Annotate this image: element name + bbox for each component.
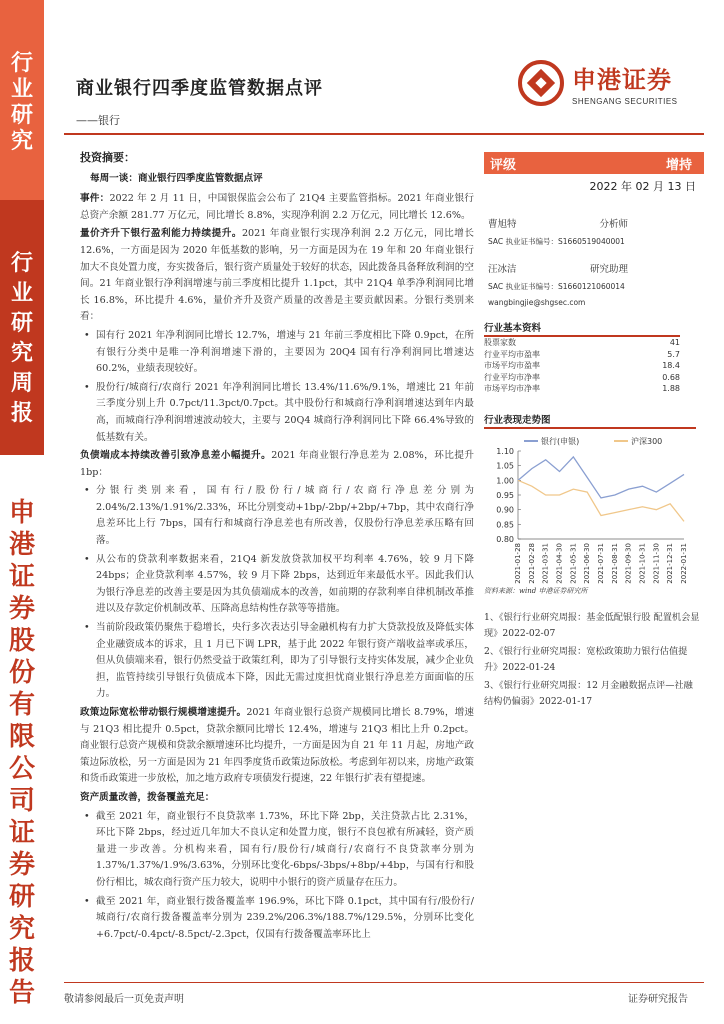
sidebar-char: 申 <box>8 498 35 528</box>
sidebar-char: 证 <box>8 562 35 592</box>
sidebar-char: 告 <box>8 978 35 1008</box>
x-tick-label: 2021-04-30 <box>555 543 564 584</box>
analyst-name: 汪冰洁 <box>488 264 517 275</box>
bullet-item: • 截至 2021 年，商业银行不良贷款率 1.73%，环比下降 2bp，关注贷款占比 2.31%，环比下降 2bps，经过近几年加大不良认定和处置力度，银行不良包袱有所减轻，资产质量进一步改善。分机构来看，国有行/股份行/城商行/农商行不良贷款率分别为 1.37%/1.37%/1.9%/3.63%，分别环比变化-6bps/-3bps/+8bp/+4bp，与国有行和股份行相比，城农商行资产压力较大，说明中小银行的资产质量存在压力。 <box>80 809 474 892</box>
lead-text: 量价齐升下银行盈利能力持续提升。 <box>80 228 242 240</box>
page-footer <box>64 990 704 1005</box>
logo-en-text: SHENGANG SECURITIES <box>572 97 678 106</box>
sidebar-char: 港 <box>8 530 35 560</box>
sidebar-industry-research <box>0 0 44 200</box>
sidebar-char: 证 <box>8 818 35 848</box>
sidebar-char: 研 <box>10 310 33 336</box>
disclaimer-note: 敬请参阅最后一页免责声明 <box>64 994 184 1005</box>
sidebar-company-name <box>0 455 44 1024</box>
bullet-item: • 从公布的贷款利率数据来看，21Q4 新发放贷款加权平均利率 4.76%，较 9 月下降 24bps；企业贷款利率 4.57%，较 9 月下降 2bps，达到近年来最低水平。因此我们认为银行净息差的改善主要是因为其负债端成本的改善，如前期的存款利率自律机制改革推进以及存款定价机制改革、压降高息结构性存款等等措施。 <box>80 552 474 618</box>
sidebar-char: 券 <box>8 594 35 624</box>
body-text: 2022 年 2 月 11 日，中国银保监会公布了 21Q4 主要监管指标。2021 年商业银行总资产余额 281.77 万亿元，同比增长 8.8%，实现净利润 2.2 万亿元，同比增长 12.6%。 <box>80 193 474 221</box>
sidebar-char: 业 <box>10 76 33 102</box>
lead-text: 事件： <box>80 193 110 205</box>
sidebar-char: 限 <box>8 722 35 752</box>
section-title: 投资摘要： <box>80 151 135 164</box>
x-tick-label: 2021-11-30 <box>652 543 661 584</box>
lead-text: 政策边际宽松带动银行规模增速提升。 <box>80 707 247 718</box>
basic-data-value: 41 <box>669 338 680 347</box>
y-tick-label: 1.05 <box>496 461 514 471</box>
basic-data-row <box>484 383 680 395</box>
basic-data-row <box>484 349 680 361</box>
basic-data-label: 市场平均市净率 <box>484 384 540 394</box>
x-tick-label: 2021-03-31 <box>541 543 550 584</box>
industry-basic-data <box>484 320 680 395</box>
y-tick-label: 0.80 <box>496 535 514 544</box>
x-tick-label: 2021-10-31 <box>638 543 647 584</box>
performance-chart <box>484 435 696 595</box>
analyst-email[interactable]: wangbingjie@shgsec.com <box>488 298 586 307</box>
header-divider <box>64 133 704 135</box>
report-title: 商业银行四季度监管数据点评 <box>76 78 323 99</box>
basic-data-label: 行业平均市净率 <box>484 372 540 382</box>
performance-title: 行业表现走势图 <box>484 412 696 429</box>
basic-data-value: 5.7 <box>667 349 680 359</box>
report-subtitle: ——银行 <box>76 114 120 127</box>
series-line <box>518 457 684 498</box>
x-tick-label: 2021-12-31 <box>666 543 675 584</box>
x-tick-label: 2021-06-30 <box>583 543 592 584</box>
sidebar-char: 业 <box>10 280 33 306</box>
analyst-title: 分析师 <box>599 219 628 230</box>
sidebar-char: 份 <box>8 658 35 688</box>
report-date: 2022 年 02 月 13 日 <box>589 180 696 193</box>
paragraph-quality <box>80 790 474 807</box>
series-line <box>518 480 684 521</box>
analyst-cert: SAC 执业证书编号：S1660121060014 <box>488 282 625 291</box>
basic-data-row <box>484 337 680 349</box>
legend-label: 银行(申银) <box>541 437 580 446</box>
basic-data-label: 行业平均市盈率 <box>484 349 540 359</box>
related-report-link[interactable]: 1、《银行行业研究周报：基金低配银行股 配置机会显现》2022-02-07 <box>484 612 700 639</box>
sidebar-char: 究 <box>8 914 35 944</box>
related-reports <box>484 610 700 712</box>
x-tick-label: 2021-09-30 <box>624 543 633 584</box>
rating-label: 评级 <box>490 157 517 173</box>
x-tick-label: 2022-01-31 <box>680 543 688 584</box>
y-tick-label: 1.00 <box>496 476 514 486</box>
body-text: 2021 年商业银行实现净利润 2.2 万亿元，同比增长 12.6%，一方面是因为 2020 年低基数的影响，另一方面是因为在 19 年和 20 年商业银行加大不良处置力度，夯实拨备后，银行资产质量处于较好的状态，因此拨备具备释放利润的空间。21 年商业银行净利润增速与前三季度相比提升 1.1pct，其中 21Q4 单季净利润同比增长 16.8%，环比提升 4.6%，量价齐升及资产质量的改善是主要贡献因素。分银行类别来看： <box>80 228 474 323</box>
related-report-link[interactable]: 2、《银行行业研究周报：宽松政策助力银行估值提升》2022-01-24 <box>484 646 688 673</box>
sidebar-char: 股 <box>8 626 35 656</box>
main-content <box>80 150 474 945</box>
basic-data-label: 股票家数 <box>484 338 516 347</box>
analyst-title: 研究助理 <box>589 264 628 275</box>
paragraph-profit <box>80 226 474 326</box>
x-tick-label: 2021-07-31 <box>597 543 605 584</box>
footer-divider <box>64 982 704 983</box>
sidebar-char: 周 <box>10 370 33 396</box>
chart-source: 资料来源：wind 申港证券研究所 <box>484 587 588 595</box>
bullet-item: • 当前阶段政策仍聚焦于稳增长，央行多次表达引导金融机构有力扩大贷款投放及降低实体企业融资成本的诉求，且 1 月已下调 LPR，基于此 2022 年银行资产端收益率或承压，但从负债端来看，银行仍然受益于政策红利，即为了引导银行支持实体发展，减少企业负担，监管持续引导银行负债成本下降，因此无需过度担忧商业银行净息差方面面临的压力。 <box>80 620 474 703</box>
sidebar-weekly-report <box>0 200 44 455</box>
sidebar-char: 有 <box>8 690 35 720</box>
industry-performance <box>484 412 696 595</box>
sidebar-char: 报 <box>8 946 35 976</box>
lead-text: 负债端成本持续改善引致净息差小幅提升。 <box>80 450 272 462</box>
paragraph-scale <box>80 705 474 788</box>
x-tick-label: 2021-02-28 <box>527 543 536 584</box>
y-tick-label: 0.85 <box>496 520 514 530</box>
sidebar-char: 研 <box>8 882 35 912</box>
analyst-name: 曹旭特 <box>488 219 517 230</box>
y-tick-label: 0.90 <box>496 505 514 515</box>
basic-data-value: 1.88 <box>662 384 680 394</box>
sidebar-char: 究 <box>10 128 33 154</box>
paragraph-event <box>80 191 474 224</box>
rating-bar <box>484 152 704 174</box>
analyst-info <box>488 216 704 307</box>
analyst-cert: SAC 执业证书编号：S1660519040001 <box>488 237 625 246</box>
basic-data-title: 行业基本资料 <box>484 320 680 337</box>
basic-data-value: 0.68 <box>662 372 680 382</box>
rating-value: 增持 <box>665 157 692 173</box>
bullet-item: • 分银行类别来看，国有行/股份行/城商行/农商行净息差分别为 2.04%/2.13%/1.91%/2.33%，环比分别变动+1bp/-2bp/+2bp/+7bp，其中农商行净息差环比上行 7bps，国有行和城商行净息差也有所改善，仅股份行净息差承压略有回落。 <box>80 483 474 549</box>
report-type: 证券研究报告 <box>628 994 688 1005</box>
body-text: 2021 年商业银行净息差为 2.08%，环比提升 1bp： <box>80 450 474 478</box>
lead-text: 资产质量改善，拨备覆盖充足： <box>80 791 215 803</box>
basic-data-row <box>484 360 680 372</box>
x-tick-label: 2021-01-28 <box>514 543 522 584</box>
sidebar-char: 券 <box>8 850 35 880</box>
body-text: 2021 年商业银行总资产规模同比增长 8.79%，增速与 21Q3 相比提升 0.5pct，贷款余额同比增长 12.4%，增速与 21Q3 相比上升 0.2pct。商业银行总资产规模和贷款余额增速环比均提升，一方面是因为自 21 年 11 月起，房地产政策边际放松，另一方面是因为 21 年四季度货币政策边际放松。考虑到年初以来，房地产政策和货币政策进一步放松，加之地方政府专项债发行提速，22 年银行扩表有望提速。 <box>80 707 474 785</box>
company-logo <box>518 60 678 106</box>
logo-icon <box>518 60 564 106</box>
related-report-link[interactable]: 3、《银行行业研究周报：12 月金融数据点评—社融结构仍偏弱》2022-01-17 <box>484 680 693 707</box>
x-tick-label: 2021-05-31 <box>569 543 578 584</box>
sidebar-char: 行 <box>10 250 33 276</box>
x-tick-label: 2021-08-31 <box>610 543 619 584</box>
basic-data-row <box>484 372 680 384</box>
logo-cn-text: 申港证券 <box>572 66 672 94</box>
bullet-item: • 股份行/城商行/农商行 2021 年净利润同比增长 13.4%/11.6%/9.1%，增速比 21 年前三季度分别上升 0.7pct/11.3pct/0.7pct。其中股份行和城商行净利润增速达到年内最高，而城商行净利润增速波动较大，主要与 20Q4 城商行净利润同比下降 66.4%导致的低基数有关。 <box>80 380 474 446</box>
sidebar-char: 行 <box>10 50 33 76</box>
sidebar-char: 公 <box>8 754 35 784</box>
bullet-item: • 国有行 2021 年净利润同比增长 12.7%，增速与 21 年前三季度相比下降 0.9pct，在所有银行分类中是唯一净利润增速下滑的，主要因为 20Q4 国有行净利润同比增速达 60.2%，业绩表现较好。 <box>80 328 474 378</box>
sidebar-char: 研 <box>10 102 33 128</box>
basic-data-label: 市场平均市盈率 <box>484 361 540 371</box>
y-tick-label: 0.95 <box>496 491 514 500</box>
sidebar-char: 究 <box>10 340 33 366</box>
paragraph-nim <box>80 448 474 481</box>
bullet-item: • 截至 2021 年，商业银行拨备覆盖率 196.9%，环比下降 0.1pct，其中国有行/股份行/城商行/农商行拨备覆盖率分别为 239.2%/206.3%/188.7%/129.5%，分别环比变化+6.7pct/-0.4pct/-8.5pct/-2.3pct，仅国有行拨备覆盖率环比上 <box>80 894 474 944</box>
side-banner <box>0 0 44 1024</box>
weekly-topic-title: 每周一谈：商业银行四季度监管数据点评 <box>90 172 263 184</box>
legend-label: 沪深300 <box>631 437 663 446</box>
sidebar-char: 报 <box>10 400 33 426</box>
basic-data-value: 18.4 <box>662 361 680 371</box>
y-tick-label: 1.10 <box>496 447 514 456</box>
sidebar-char: 司 <box>8 786 35 816</box>
